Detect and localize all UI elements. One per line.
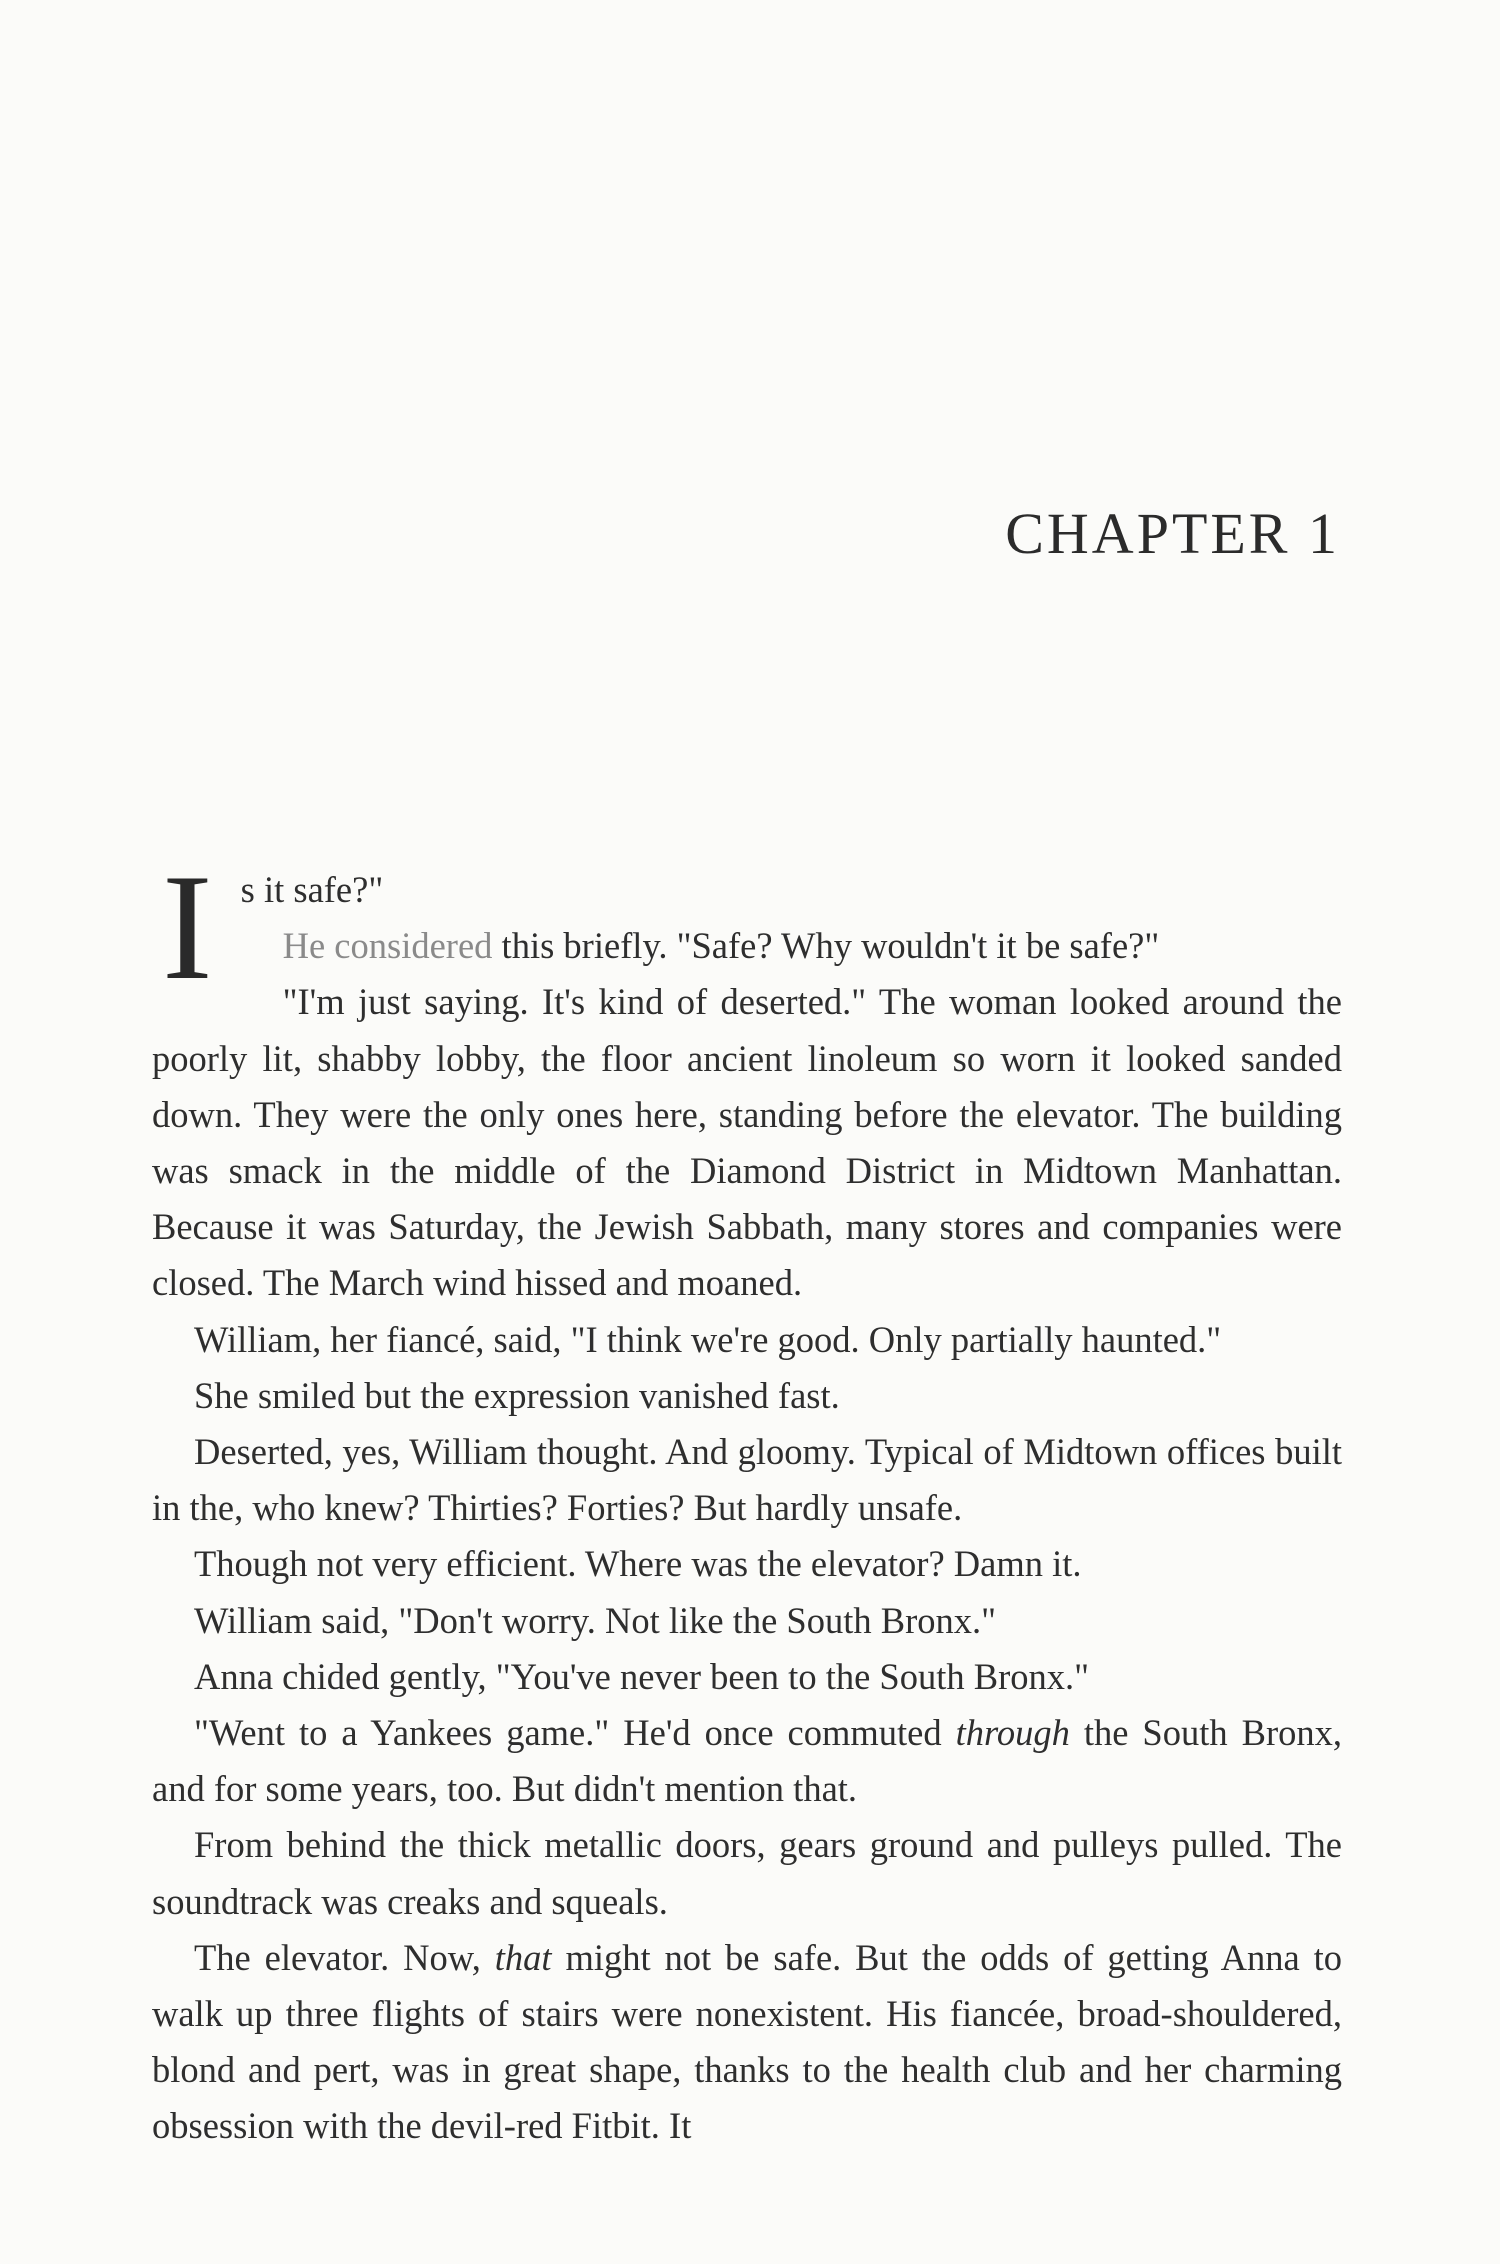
paragraph-5: She smiled but the expression vanished fast. [194, 1374, 840, 1416]
paragraph-9: Anna chided gently, "You've never been to the South Bronx." [194, 1655, 1089, 1697]
chapter-title: CHAPTER 1 [1005, 501, 1340, 566]
paragraph-10 [152, 1705, 1342, 1817]
paragraph-11: From behind the thick metallic doors, gears ground and pulleys pulled. The soundtrack was creaks and squeals. [152, 1824, 1342, 1922]
paragraph-10-text-a: "Went to a Yankees game." He'd once commuted [194, 1712, 956, 1754]
paragraph-2 [152, 918, 1342, 974]
drop-cap: I [162, 843, 213, 1011]
paragraph-2-faded-text: He considered [282, 925, 493, 967]
paragraph-8: William said, "Don't worry. Not like the South Bronx." [194, 1599, 997, 1641]
paragraph-10-text-b: the South Bronx, and for some years, too. But didn't mention that. [152, 1712, 1342, 1810]
paragraph-7: Though not very efficient. Where was the elevator? Damn it. [194, 1543, 1082, 1585]
paragraph-1-text: s it safe?" [240, 869, 384, 910]
paragraph-12-text-a: The elevator. Now, [194, 1936, 495, 1978]
paragraph-3-text: saying. It's kind of deserted." The woman looked around the poorly lit, shabby lobby, the floor ancient linoleum so worn it looked sanded down. They were the only ones here, standing before the elevator. The building was smack in the middle of the Diamond District in Midtown Manhattan. Because it was Saturday, the Jewish Sabbath, many stores and companies were closed. The March wind hissed and moaned. [152, 981, 1342, 1304]
paragraph-2-text: this briefly. "Safe? Why wouldn't it be safe?" [492, 925, 1160, 967]
paragraph-3-open: "I'm just [282, 981, 411, 1023]
paragraph-12 [152, 1930, 1342, 2155]
paragraph-3 [152, 974, 1342, 1311]
paragraph-6: Deserted, yes, William thought. And gloomy. Typical of Midtown offices built in the, who knew? Thirties? Forties? But hardly unsafe. [152, 1431, 1342, 1529]
paragraph-10-emphasis: through [955, 1712, 1070, 1754]
chapter-body [152, 843, 1342, 2155]
paragraph-12-emphasis: that [494, 1936, 552, 1978]
paragraph-4: William, her fiancé, said, "I think we're good. Only partially haunted." [194, 1318, 1222, 1360]
paragraph-12-text-b: might not be safe. But the odds of getting Anna to walk up three flights of stairs were nonexistent. His fiancée, broad-shouldered, blond and pert, was in great shape, thanks to the health club and her charming obsession with the devil-red Fitbit. It [152, 1936, 1342, 2147]
